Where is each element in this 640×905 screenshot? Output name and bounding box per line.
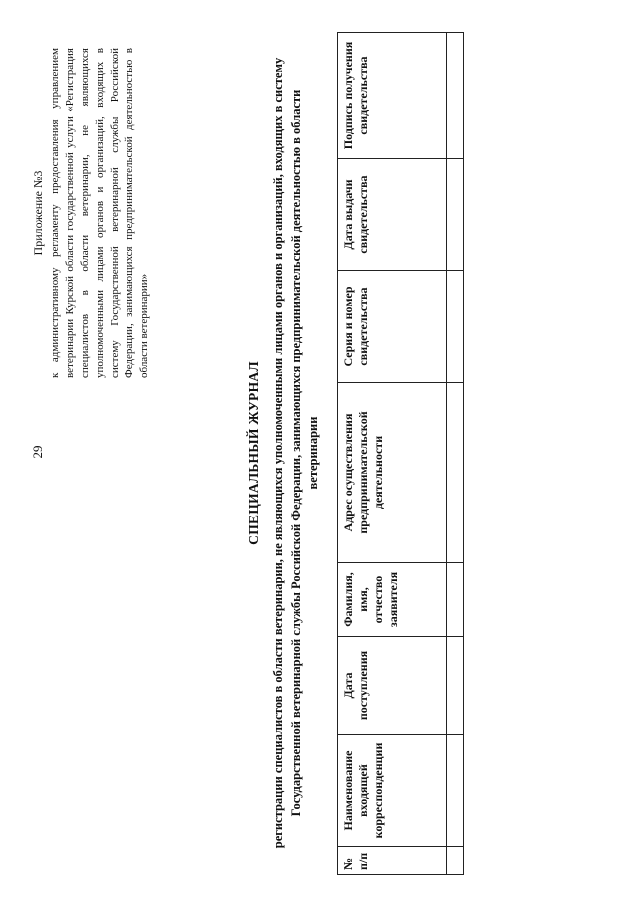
header-number: № п/п: [338, 847, 447, 875]
appendix-block: [30, 48, 152, 378]
table-cell: [447, 33, 464, 159]
appendix-label: Приложение №3: [31, 170, 45, 256]
table-row: [447, 33, 464, 875]
table-cell: [447, 637, 464, 735]
table-cell: [447, 159, 464, 271]
table-header-row: [338, 33, 447, 875]
header-correspondence: Наименование входящей корреспонденции: [338, 735, 447, 847]
table-cell: [447, 563, 464, 637]
journal-subtitle: регистрации специалистов в области ветеринарии, не являющихся уполномоченными лицами органов и организаций, входящих в систему Государственной ветеринарной службы Российской Федерации, занимающихся предпринимательской деятельностью в области ветеринарии: [271, 57, 320, 849]
table-cell: [447, 383, 464, 563]
page-number: 29: [30, 445, 45, 459]
rotated-page-content: [0, 13, 620, 893]
header-certificate-number: Серия и номер свидетельства: [338, 271, 447, 383]
table-cell: [447, 735, 464, 847]
table-cell: [447, 847, 464, 875]
header-signature: Подпись получения свидетельства: [338, 33, 447, 159]
header-applicant-name: Фамилия, имя, отчество заявителя: [338, 563, 447, 637]
appendix-text: к административному регламенту предоставления управлением ветеринарии Курской области государственной услуги «Регистрация специалистов в области ветеринарии, не являющихся уполномоченными лицами органов и организаций, входящих в систему Государственной ветеринарной службы Российской Федерации, занимающихся предпринимательской деятельностью в области ветеринарии»: [49, 48, 151, 378]
header-issue-date: Дата выдачи свидетельства: [338, 159, 447, 271]
registry-table: [337, 32, 464, 875]
header-address: Адрес осуществления предпринимательской деятельности: [338, 383, 447, 563]
header-receipt-date: Дата поступления: [338, 637, 447, 735]
table-cell: [447, 271, 464, 383]
journal-title: СПЕЦИАЛЬНЫЙ ЖУРНАЛ: [246, 361, 261, 545]
